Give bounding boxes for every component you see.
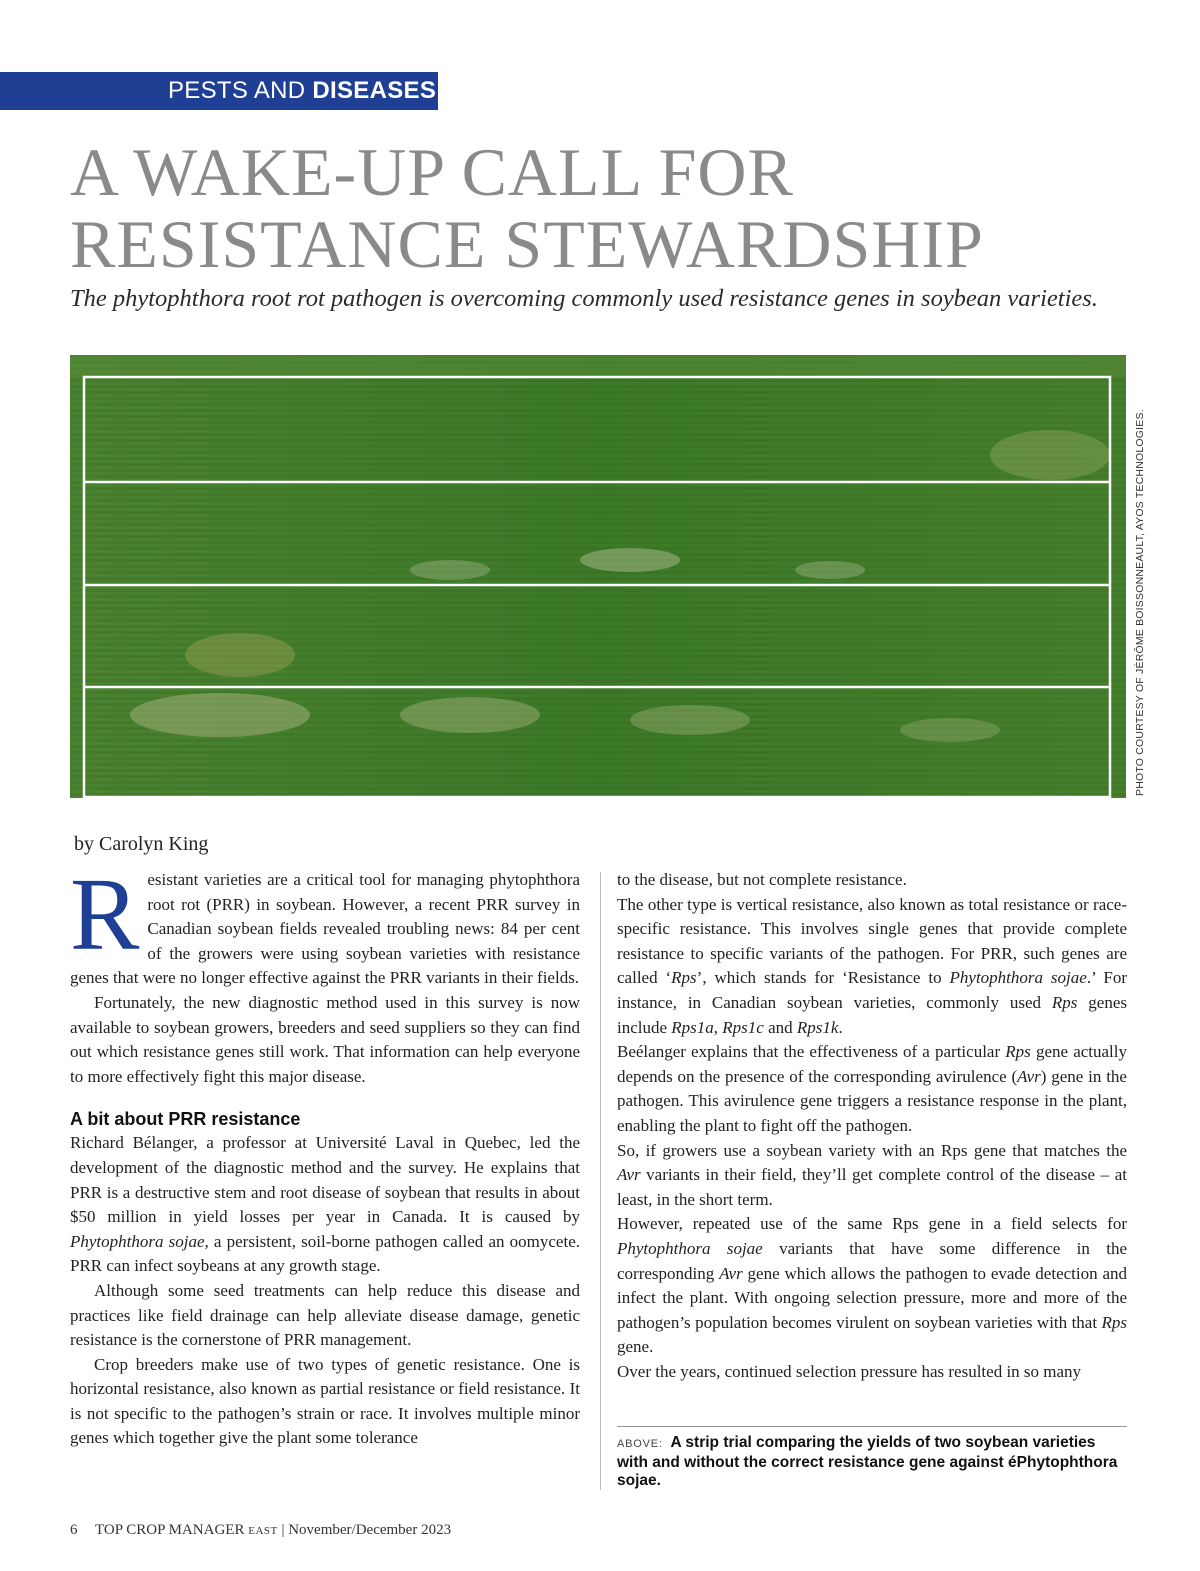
caption-lead: ABOVE:	[617, 1438, 663, 1450]
r-p4-a: So, if growers use a soybean variety with an Rps gene that matches the	[617, 1140, 1127, 1160]
r-p2-d: genes include	[617, 992, 1127, 1037]
r-p5-a: However, repeated use of the same Rps gene in a field selects for	[617, 1214, 1127, 1234]
issue-date: | November/December 2023	[281, 1522, 452, 1538]
paragraph-5: Crop breeders make use of two types of genetic resistance. One is horizontal resistance, also known as partial resistance or field resistance. It is not specific to the pathogen’s strain or race. It involves multiple minor genes which together give the plant some tolerance	[70, 1354, 580, 1448]
right-column	[617, 868, 1127, 1384]
paragraph-1-text: esistant varieties are a critical tool for managing phytophthora root rot (PRR) in soybean. However, a recent PRR survey in Canadian soybean fields revealed troubling news: 84 per cent of the growers were using soybean varieties with resistance genes that were no longer effective against the PRR variants in their fields.	[70, 870, 580, 988]
r-p2-c: .’ For instance, in Canadian soybean varieties, commonly used	[617, 968, 1127, 1012]
r-paragraph-4	[617, 1139, 1127, 1213]
r-p2-i2: Phytophthora sojae	[949, 968, 1087, 988]
magazine-name: TOP CROP MANAGER	[94, 1522, 245, 1538]
headline-line-1: A WAKE-UP CALL FOR	[70, 134, 794, 210]
r-p2-a: The other type is vertical resistance, also known as total resistance or race-specific resistance. This involves single genes that provide complete resistance to specific variants of the pathogen. For PRR, such genes are called ‘	[617, 894, 1127, 988]
section-tab	[0, 72, 438, 110]
page-footer	[70, 1520, 451, 1541]
paragraph-2: Fortunately, the new diagnostic method used in this survey is now available to soybean growers, breeders and seed suppliers so they can find out which resistance genes still work. That information can help everyone to more effectively fight this major disease.	[70, 992, 580, 1086]
paragraph-3	[70, 1131, 580, 1279]
deck: The phytophthora root rot pathogen is overcoming commonly used resistance genes in soybean varieties.	[70, 285, 1098, 312]
paragraph-4: Although some seed treatments can help reduce this disease and practices like field drainage can help alleviate disease damage, genetic resistance is the cornerstone of PRR management.	[70, 1280, 580, 1350]
r-paragraph-2	[617, 893, 1127, 1041]
photo-credit: PHOTO COURTESY OF JÉRÔME BOISSONNEAULT, AYOS TECHNOLOGIES.	[1134, 409, 1146, 796]
r-p5-i3: Rps	[1101, 1312, 1127, 1332]
section-label-bold: DISEASES	[312, 77, 437, 104]
left-column	[70, 857, 580, 1451]
r-p2-e: ,	[713, 1017, 723, 1037]
strip-trial-photo	[70, 355, 1126, 798]
paragraph-3-text-a: Richard Bélanger, a professor at Université Laval in Quebec, led the development of the diagnostic method and the survey. He explains that PRR is a destructive stem and root disease of soybean that results in about $50 million in yield losses per year in Canada. It is caused by	[70, 1133, 580, 1227]
r-p5-b: variants that have some difference in the corresponding	[617, 1238, 1127, 1283]
page-number: 6	[70, 1522, 78, 1538]
r-p2-i1: Rps	[671, 968, 697, 988]
byline: by Carolyn King	[74, 833, 209, 855]
magazine-edition: EAST	[248, 1525, 278, 1537]
photo-caption	[617, 1434, 1127, 1491]
r-p2-i4: Rps1a	[671, 1017, 714, 1037]
r-p3-b: gene actually depends on the presence of the corresponding avirulence (	[617, 1042, 1127, 1086]
headline	[70, 136, 1150, 280]
caption-rule	[617, 1426, 1127, 1427]
r-p2-i5: Rps1c	[722, 1017, 764, 1037]
r-p5-i2: Avr	[719, 1263, 743, 1283]
caption-text: A strip trial comparing the yields of two soybean varieties with and without the correct resistance gene against éPhytophthora sojae.	[617, 1434, 1118, 1490]
r-p4-b: variants in their field, they’ll get complete control of the disease – at least, in the short term.	[617, 1165, 1127, 1209]
r-paragraph-3	[617, 1040, 1127, 1138]
r-paragraph-5	[617, 1212, 1127, 1360]
r-p2-g: .	[838, 1017, 843, 1037]
paragraph-3-text-b: , a persistent, soil-borne pathogen called an oomycete. PRR can infect soybeans at any growth stage.	[70, 1231, 580, 1276]
r-p3-i2: Avr	[1017, 1066, 1041, 1086]
column-divider	[600, 872, 601, 1490]
subhead: A bit about PRR resistance	[70, 1109, 301, 1130]
r-p5-i1: Phytophthora sojae	[617, 1238, 763, 1258]
r-p3-a: Beélanger explains that the effectiveness of a particular	[617, 1042, 1006, 1062]
r-p2-i3: Rps	[1051, 992, 1078, 1012]
headline-line-2: RESISTANCE STEWARDSHIP	[70, 206, 984, 282]
r-p2-b: ’, which stands for ‘Resistance to	[696, 968, 950, 988]
r-paragraph-1: to the disease, but not complete resistance.	[617, 870, 907, 889]
r-p5-d: gene.	[617, 1337, 654, 1357]
r-p5-c: gene which allows the pathogen to evade detection and infect the plant. With ongoing selection pressure, more and more of the pathogen’s population becomes virulent on soybean varieties with that	[617, 1263, 1127, 1332]
r-p2-i6: Rps1k	[796, 1017, 839, 1037]
paragraph-3-italic: Phytophthora sojae	[70, 1231, 205, 1251]
field-photo	[70, 355, 1126, 798]
r-paragraph-6: Over the years, continued selection pressure has resulted in so many	[617, 1361, 1082, 1381]
section-label: PESTS AND	[168, 77, 306, 104]
r-p2-f: and	[763, 1017, 797, 1037]
r-p4-i1: Avr	[617, 1165, 641, 1185]
r-p3-i1: Rps	[1005, 1042, 1031, 1062]
drop-cap: R	[70, 857, 140, 972]
r-p3-c: ) gene in the pathogen. This avirulence gene triggers a resistance response in the plant, enabling the plant to fight off the pathogen.	[617, 1066, 1127, 1135]
paragraph-1	[70, 857, 580, 991]
